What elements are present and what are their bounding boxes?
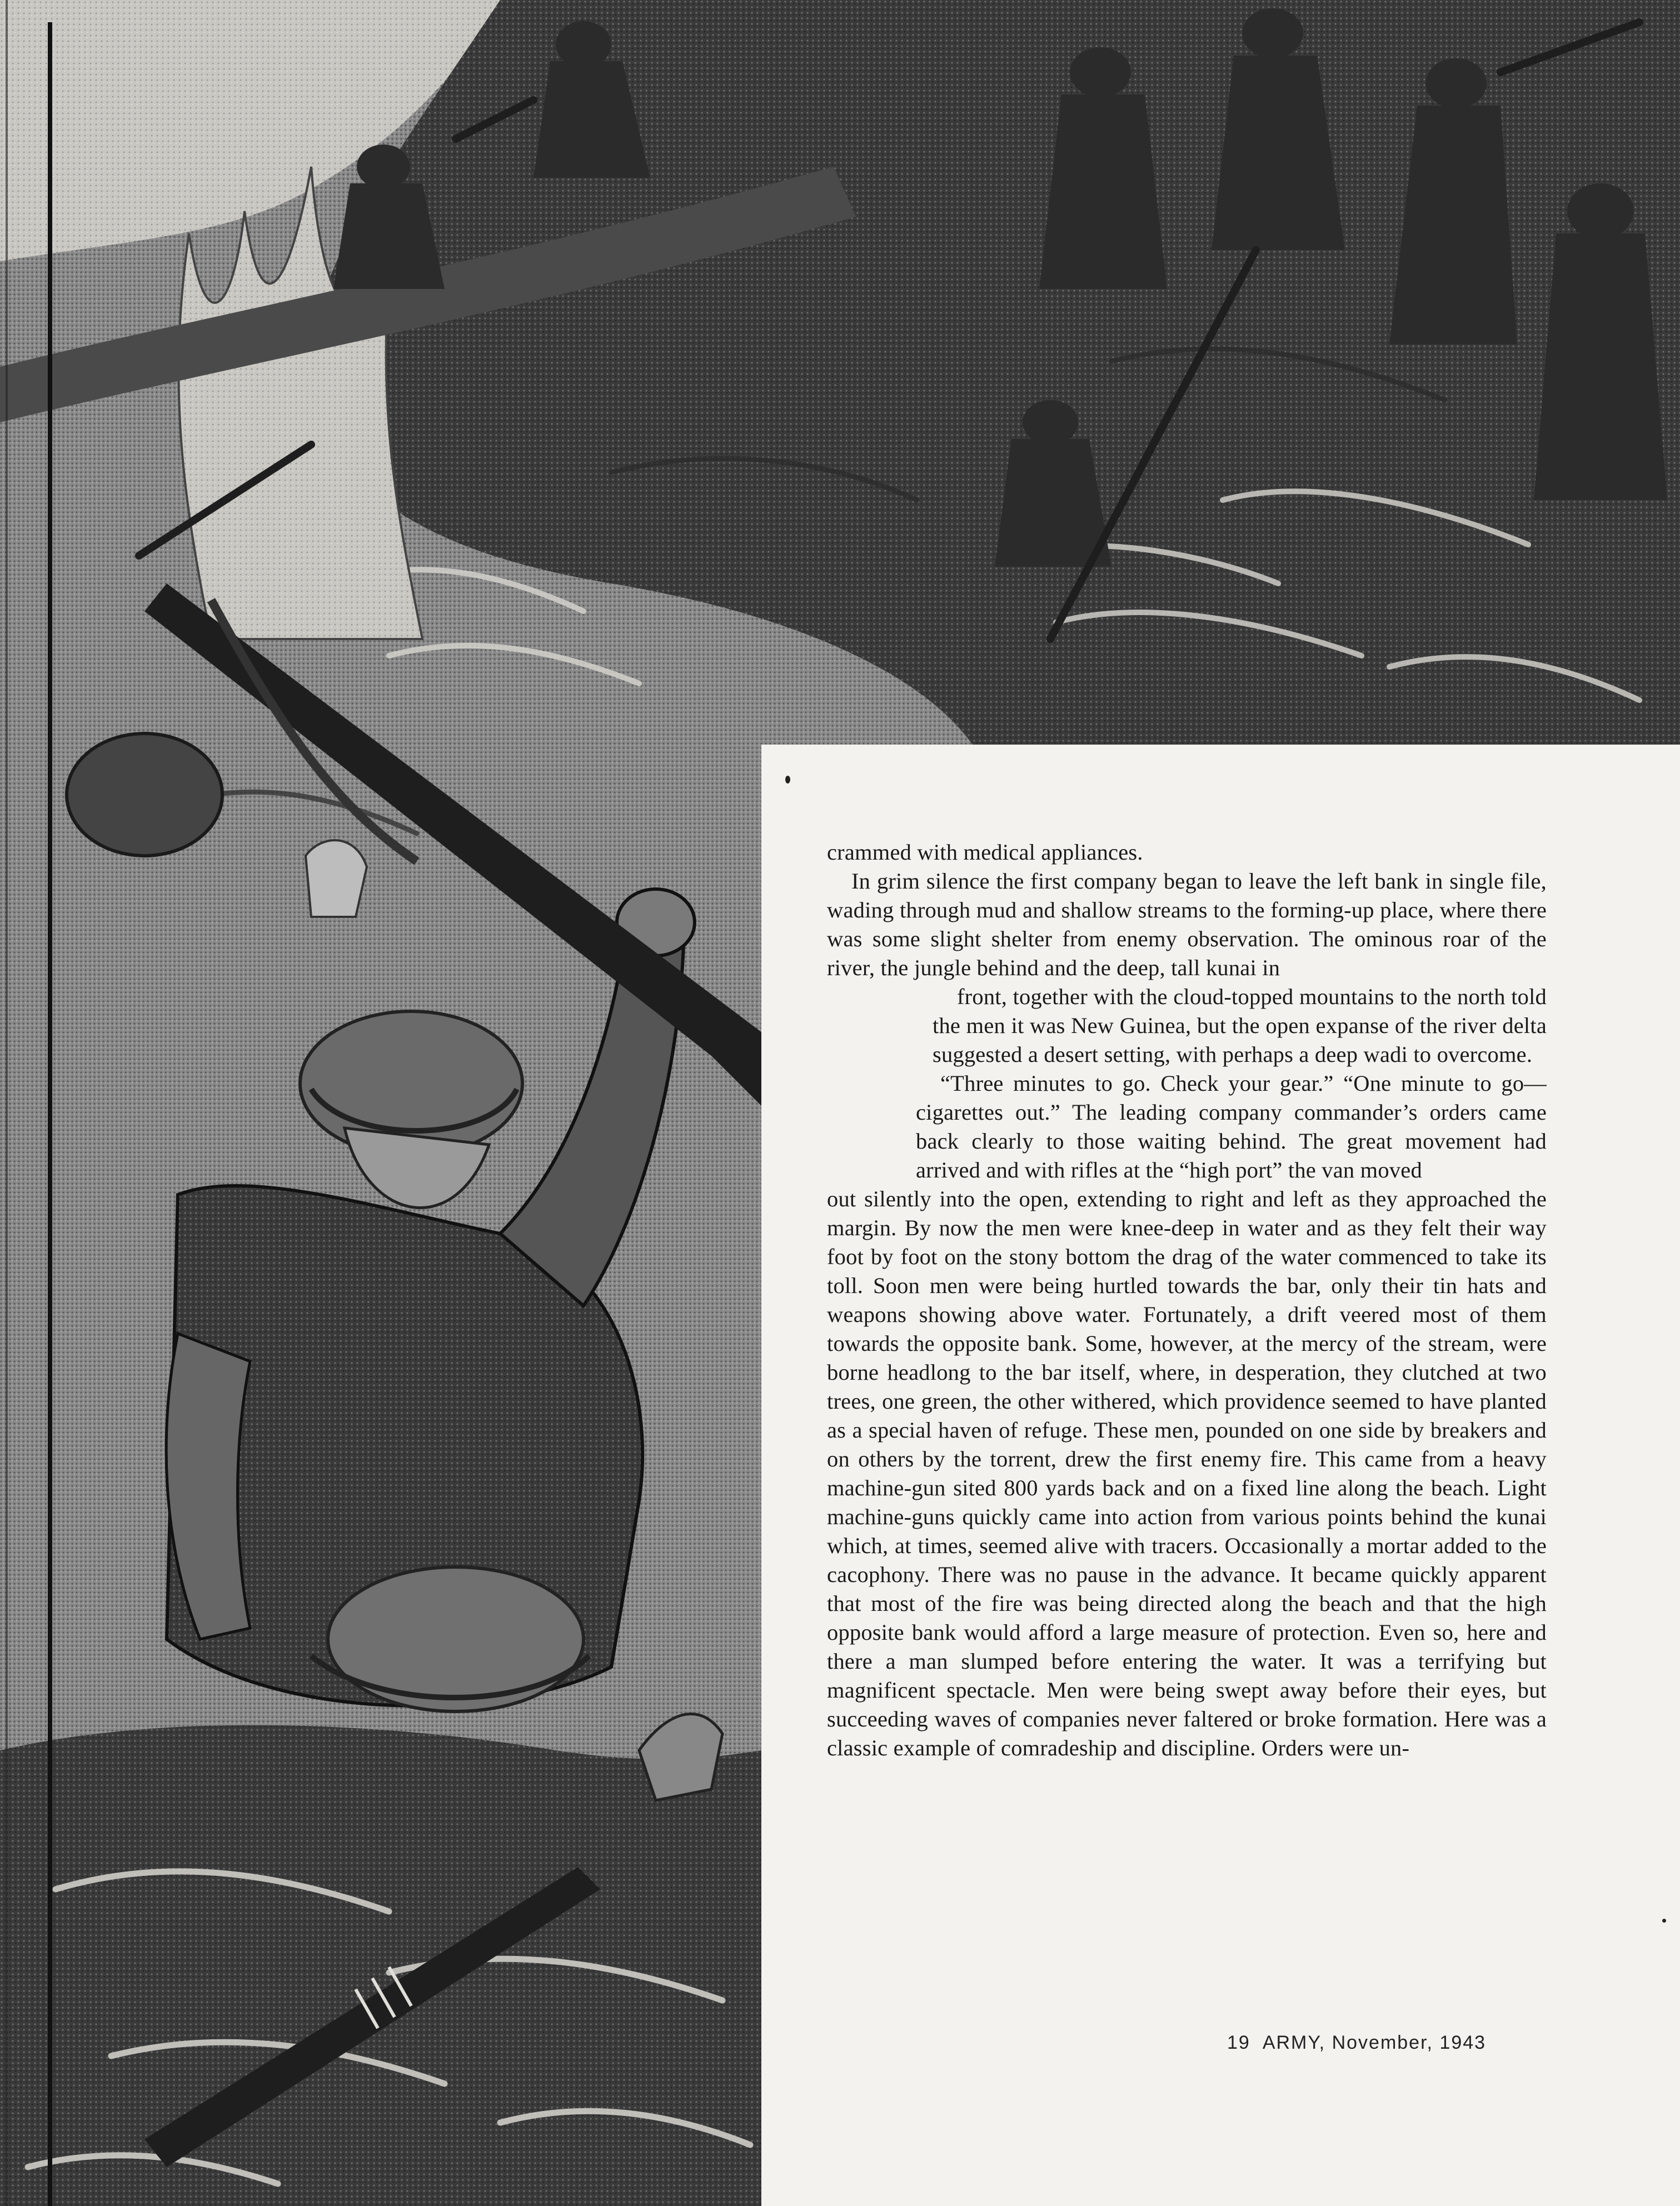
page-footer xyxy=(1227,2032,1498,2054)
print-speck xyxy=(1662,1919,1666,1923)
paragraph-2-inset: front, together with the cloud-topped mountains to the north told the men it was New Guinea, but the open expanse of the river delta suggested a desert setting, with perhaps a deep wadi to overcome. xyxy=(933,984,1547,1067)
publication-credit: ARMY, November, 1943 xyxy=(1262,2032,1487,2053)
paragraph-3-full-width: out silently into the open, extending to right and left as they approached the margin. By now the men were knee-deep in water and as they felt their way foot by foot on the stony bottom the drag of the water commenced to take its toll. Soon men were being hurtled towards the bar, only their tin hats and weapons showing above water. Fortunately, a drift veered most of them towards the opposite bank. Some, however, at the mercy of the stream, were borne headlong to the bar itself, where, in desperation, they clutched at two trees, one green, the other withered, which providence seemed to have planted as a special haven of refuge. These men, pounded on one side by breakers and on others by the torrent, drew the first enemy fire. This came from a heavy machine-gun sited 800 yards back and on a fixed line along the beach. Light machine-guns quickly came into action from various points behind the kunai which, at times, seemed alive with tracers. Occasionally a mortar added to the cacophony. There was no pause in the advance. It became quickly apparent that most of the fire was being directed along the beach and that the high opposite bank would afford a large measure of protection. Even so, here and there a man slumped before entering the water. It was a terrifying but magnificent spectacle. Men were being swept away before their eyes, but succeeding waves of companies never faltered or broke formation. Here was a classic example of comradeship and discipline. Orders were un- xyxy=(827,1186,1547,1760)
article-body xyxy=(827,838,1547,1763)
paragraph-2 xyxy=(827,867,1547,1069)
paragraph-3 xyxy=(827,1069,1547,1763)
paragraph-1: crammed with medical appliances. xyxy=(827,840,1143,865)
paragraph-3-inset: “Three minutes to go. Check your gear.” “One minute to go—cigarettes out.” The leading company commander’s orders came back clearly to those waiting behind. The great movement had arrived and with rifles at the “high port” the van moved xyxy=(916,1071,1547,1182)
paragraph-2-full-width: In grim silence the first company began to leave the left bank in single file, wading through mud and shallow streams to the forming-up place, where there was some slight shelter from enemy observation. The ominous roar of the river, the jungle behind and the deep, tall kunai in xyxy=(827,869,1547,980)
print-speck xyxy=(785,776,790,783)
page-number: 19 xyxy=(1227,2032,1250,2053)
text-column xyxy=(761,745,1680,2206)
